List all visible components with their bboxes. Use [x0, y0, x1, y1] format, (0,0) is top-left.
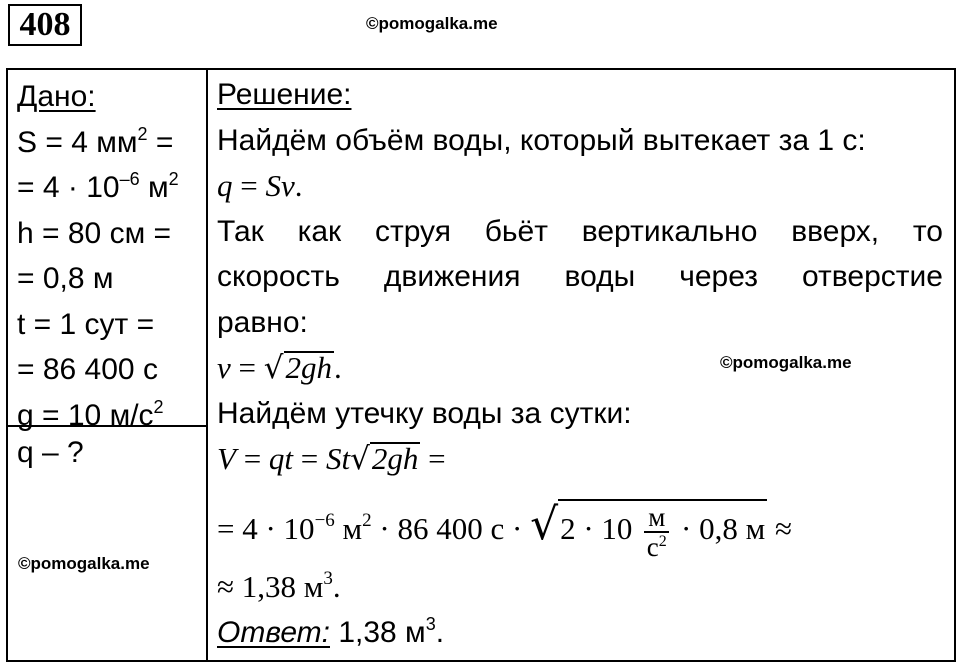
given-line-height-si: = 0,8 м — [17, 262, 114, 295]
given-line-area-si: = $4 \cdot 10^{-6}$ $м^2$ — [17, 169, 179, 204]
column-divider — [206, 68, 208, 662]
given-line-gravity: g = 10 $м/с^2$ — [17, 396, 164, 432]
solution-title: Решение: — [217, 78, 352, 111]
answer-label: Ответ: — [217, 615, 330, 649]
solution-leak-line: Найдём утечку воды за сутки: — [217, 396, 632, 430]
given-section — [17, 74, 179, 438]
solution-para-line-2: скорость движения воды через отверстие — [217, 260, 943, 293]
formula-flow-rate: q = Sv. — [217, 168, 303, 203]
formula-volume: V = qt = St√2gh = — [217, 441, 446, 477]
solution-line-1: Найдём объём воды, который вытекает за 1 с: — [217, 123, 866, 157]
problem-number: 408 — [8, 4, 82, 46]
fraction-units: $\frac{м}{с^2}$ — [644, 503, 669, 561]
watermark-middle: ©pomogalka.me — [720, 353, 852, 372]
solution-para-line-1: Так как струя бьёт вертикально вверх, то — [217, 214, 943, 248]
formula-substitution: = $4 \cdot 10^{-6}$ $м^2 \cdot 86$ 400 с · √2 · 10 $\frac{м}{с^2}$ · 0,8 м ≈ — [217, 499, 792, 562]
watermark-top: ©pomogalka.me — [366, 14, 498, 33]
answer-line: Ответ: 1,38 $м^3$. — [217, 613, 445, 649]
given-title: Дано: — [17, 80, 96, 113]
given-line-time-si: = 86 400 с — [17, 353, 158, 386]
watermark-left: ©pomogalka.me — [18, 554, 150, 573]
answer-value: 1,38 м — [330, 615, 426, 649]
find-text: q – ? — [17, 436, 84, 469]
given-line-height: h = 80 см = — [17, 216, 172, 250]
given-line-area: S = 4 $мм^2$ = — [17, 123, 174, 159]
given-line-time: t = 1 сут = — [17, 307, 155, 341]
formula-result: ≈ 1,38 $м^3$. — [217, 568, 341, 604]
formula-velocity: v = √2gh. — [217, 350, 342, 386]
solution-para-line-3: равно: — [217, 305, 308, 339]
